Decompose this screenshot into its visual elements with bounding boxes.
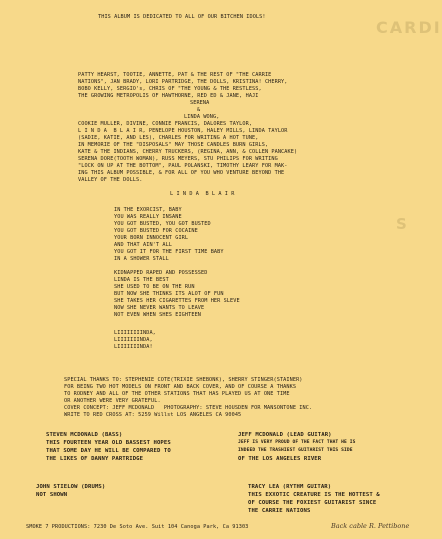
member-line: INDEED THE TRASHIEST GUITARIST THIS SIDE — [238, 448, 353, 453]
idols-line: BOBO KELLY, SERGIO's, CHRIS OF "THE YOUNG & THE RESTLESS, — [78, 86, 262, 92]
idols-line: NATIONS", JAN BRADY, LORI PARTRIDGE, THE DOLLS, KRISTINA! CHERRY, — [78, 79, 288, 85]
member-name: JEFF MCDONALD (LEAD GUITAR) — [238, 432, 332, 438]
thanks-line: COVER CONCEPT: JEFF MCDONALD PHOTOGRAPHY: STEVE HOUSDEN FOR MANSONTONE INC. — [64, 405, 313, 411]
lyric-line: IN THE EXORCIST, BABY — [114, 207, 182, 213]
lyric-line: SHE USED TO BE ON THE RUN — [114, 284, 195, 290]
idols-line: "LOCK ON UP AT THE BOTTOM", PAUL POLANSKI, TIMOTHY LEARY FOR MAK- — [78, 163, 288, 169]
lyric-line: YOUR BORN INNOCENT GIRL — [114, 235, 189, 241]
lyric-line: YOU GOT BUSTED, YOU GOT BUSTED — [114, 221, 211, 227]
lyric-line: KIDNAPPED RAPED AND POSSESSED — [114, 270, 208, 276]
dedication: THIS ALBUM IS DEDICATED TO ALL OF OUR BITCHEN IDOLS! — [98, 14, 266, 20]
idols-line: SERENA — [190, 100, 210, 106]
idols-line: VALLEY OF THE DOLLS. — [78, 177, 143, 183]
lyric-line: IN A SHOWER STALL — [114, 256, 169, 262]
member-line: THIS FOURTEEN YEAR OLD BASSEST HOPES — [46, 440, 171, 446]
idols-line: THE GROWING METROPOLIS OF HAWTHORNE, RED ED & JANE, HAJI — [78, 93, 259, 99]
member-line: THIS EXXOTIC CREATURE IS THE HOTTEST & — [248, 492, 380, 498]
member-name: STEVEN MCDONALD (BASS) — [46, 432, 123, 438]
lyric-line: YOU GOT BUSTED FOR COCAINE — [114, 228, 198, 234]
ghost-text-top: CARDI — [376, 18, 442, 37]
member-line: OF THE LOS ANGELES RIVER — [238, 456, 322, 462]
member-line: THAT SOME DAY HE WILL BE COMPARED TO — [46, 448, 171, 454]
footer-address: SMOKE 7 PRODUCTIONS: 7230 De Soto Ave. Suit 104 Canoga Park, Ca 91303 — [26, 524, 249, 530]
lyric-line: BUT NOW SHE THINKS ITS ALOT OF FUN — [114, 291, 224, 297]
idols-line: SERENA DORE(TOOTH WOMAN), RUSS MEYERS, STU PHILIPS FOR WRITING — [78, 156, 278, 162]
member-line: THE LIKES OF DANNY PARTRIDGE — [46, 456, 144, 462]
lyric-line: AND THAT AIN'T ALL — [114, 242, 173, 248]
idols-line: COOKIE MULLER, DIVINE, CONNIE FRANCIS, DALORES TAYLOR, — [78, 121, 253, 127]
member-name: JOHN STIELOW (DRUMS) — [36, 484, 106, 490]
idols-line: IN MEMORIE OF THE "DISPOSALS" MAY THOSE CANDLES BURN GIRLS, — [78, 142, 269, 148]
idols-line: LINDA WONG, — [184, 114, 220, 120]
idols-line: (SADIE, KATIE, AND LES), CHARLES FOR WRITING A HOT TUNE, — [78, 135, 259, 141]
lyric-line: NOW SHE NEVER WANTS TO LEAVE — [114, 305, 205, 311]
member-name: TRACY LEA (RYTHM GUITAR) — [248, 484, 332, 490]
lyric-line: YOU GOT IT FOR THE FIRST TIME BABY — [114, 249, 224, 255]
member-line: JEFF IS VERY PROUD OF THE FACT THAT HE IS — [238, 440, 356, 445]
thanks-line: FOR BEING TWO HOT MODELS ON FRONT AND BACK COVER, AND OF COURSE A THANKS — [64, 384, 297, 390]
lyric-line: YOU WAS REALLY INSANE — [114, 214, 182, 220]
thanks-line: SPECIAL THANKS TO: STEPHENIE COTE(TRIXIE SHEBONK), SHERRY STINGER(STAINER) — [64, 377, 303, 383]
thanks-line: WRITE TO RED CROSS AT: 5259 Willst LOS ANGELES CA 90045 — [64, 412, 242, 418]
member-line: OF COURSE THE FOXIEST GUITARIST SINCE — [248, 500, 377, 506]
member-line: NOT SHOWN — [36, 492, 68, 498]
idols-line: & — [197, 107, 201, 113]
idols-line: ING THIS ALBUM POSSIBLE, & FOR ALL OF YOU WHO VENTURE BEYOND THE — [78, 170, 285, 176]
lyric-line: LIIIIIIINDA! — [114, 344, 153, 350]
song-title: L I N D A B L A I R — [170, 191, 235, 197]
ghost-text-mid: S — [396, 215, 409, 233]
thanks-line: OR ANOTHER WERE VERY GRATEFUL. — [64, 398, 161, 404]
member-line: THE CARRIE NATIONS — [248, 508, 311, 514]
lyric-line: SHE TAKES HER CIGARETTES FROM HER SLEVE — [114, 298, 240, 304]
thanks-line: TO RODNEY AND ALL OF THE OTHER STATIONS THAT HAS PLAYED US AT ONE TIME — [64, 391, 290, 397]
idols-line: PATTY HEARST, TOOTIE, ANNETTE, PAT & THE REST OF "THE CARRIE — [78, 72, 272, 78]
lyric-line: LIIIIIIIINDA, — [114, 330, 156, 336]
handwritten-note: Back cable R. Pettibone — [331, 522, 410, 530]
idols-line: KATE & THE INDIANS, CHERRY TRUCKERS, (REGINA, ANN, & COLLEN PANCAKE) — [78, 149, 298, 155]
lyric-line: LINDA IS THE BEST — [114, 277, 169, 283]
idols-line: L I N D A B L A I R, PENELOPE HOUSTON, HALEY MILLS, LINDA TAYLOR — [78, 128, 288, 134]
lyric-line: LIIIIIIINDA, — [114, 337, 153, 343]
lyric-line: NOT EVEN WHEN SHES EIGHTEEN — [114, 312, 202, 318]
